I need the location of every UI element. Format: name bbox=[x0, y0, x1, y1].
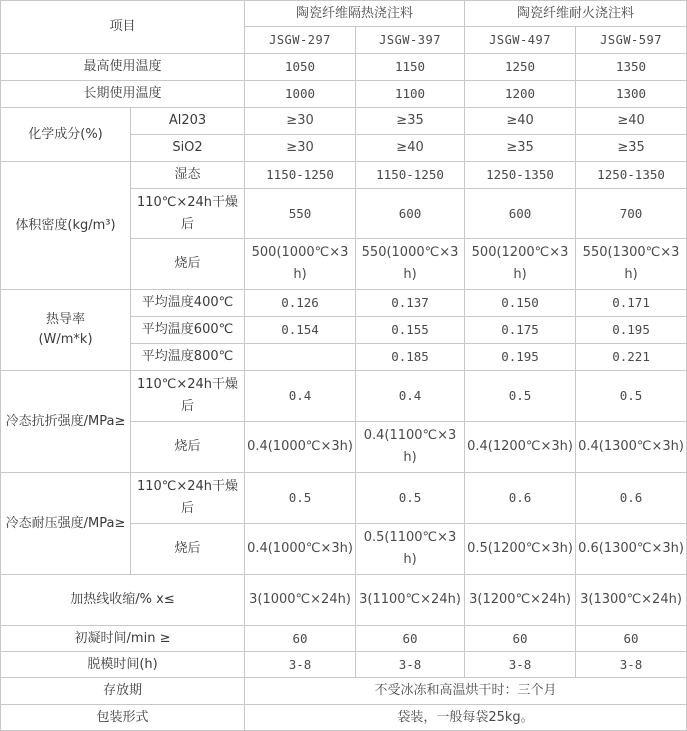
cell-value: 500(1000℃×3h) bbox=[245, 239, 356, 290]
row-initial-set bbox=[1, 626, 687, 652]
cell-value: 0.195 bbox=[465, 344, 576, 371]
cell-value: ≥30 bbox=[245, 108, 356, 135]
thermal-label: 热导率 bbox=[45, 312, 85, 327]
cell-value: 0.5 bbox=[576, 371, 687, 422]
cell-value: 0.4 bbox=[356, 371, 465, 422]
cell-value: 0.126 bbox=[245, 290, 356, 317]
cell-value: 0.4 bbox=[245, 371, 356, 422]
cell-value: 1150 bbox=[356, 54, 465, 81]
cell-value: 1250-1350 bbox=[465, 162, 576, 189]
cell-value: ≥30 bbox=[245, 135, 356, 162]
sub-label: 110℃×24h干燥后 bbox=[131, 473, 245, 524]
cell-value: 600 bbox=[356, 189, 465, 239]
cell-value: 1250-1350 bbox=[576, 162, 687, 189]
row-label: 最高使用温度 bbox=[1, 54, 245, 81]
cell-value: 1200 bbox=[465, 81, 576, 108]
cell-value: ≥40 bbox=[576, 108, 687, 135]
cell-value: 0.4(1200℃×3h) bbox=[465, 422, 576, 473]
row-group-label: 化学成分(%) bbox=[1, 108, 131, 162]
header-group-refractory: 陶瓷纤维耐火浇注料 bbox=[465, 1, 687, 27]
row-long-temp bbox=[1, 81, 687, 108]
cell-value: 0.5 bbox=[245, 473, 356, 524]
cell-value: 1300 bbox=[576, 81, 687, 108]
cell-value: 0.155 bbox=[356, 317, 465, 344]
cell-value-merged: 袋装，一般每袋25kg。 bbox=[245, 705, 687, 731]
cell-value: 0.4(1000℃×3h) bbox=[245, 422, 356, 473]
cell-value: 1250 bbox=[465, 54, 576, 81]
cell-value: ≥40 bbox=[465, 108, 576, 135]
cell-value: 3-8 bbox=[465, 652, 576, 678]
cell-value: 0.175 bbox=[465, 317, 576, 344]
cell-value: 550 bbox=[245, 189, 356, 239]
cell-value: 60 bbox=[245, 626, 356, 652]
row-label: 长期使用温度 bbox=[1, 81, 245, 108]
sub-label: SiO2 bbox=[131, 135, 245, 162]
row-density-wet bbox=[1, 162, 687, 189]
row-storage bbox=[1, 678, 687, 705]
cell-value: 0.4(1100℃×3h) bbox=[356, 422, 465, 473]
cell-value: 0.4(1300℃×3h) bbox=[576, 422, 687, 473]
row-group-label bbox=[1, 290, 131, 371]
row-demold bbox=[1, 652, 687, 678]
product-code: JSGW-297 bbox=[245, 27, 356, 54]
cell-value-merged: 不受冰冻和高温烘干时：三个月 bbox=[245, 678, 687, 705]
sub-label: 烧后 bbox=[131, 239, 245, 290]
cell-value: 3(1100℃×24h) bbox=[356, 575, 465, 626]
cell-value: 1100 bbox=[356, 81, 465, 108]
cell-value bbox=[245, 344, 356, 371]
cell-value: 60 bbox=[356, 626, 465, 652]
row-group-label: 体积密度(kg/m³) bbox=[1, 162, 131, 290]
row-shrinkage bbox=[1, 575, 687, 626]
cell-value: ≥35 bbox=[576, 135, 687, 162]
cell-value: 1150-1250 bbox=[245, 162, 356, 189]
cell-value: 0.5(1100℃×3h) bbox=[356, 524, 465, 575]
cell-value: 0.221 bbox=[576, 344, 687, 371]
row-group-label: 冷态耐压强度/MPa≥ bbox=[1, 473, 131, 575]
cell-value: 3(1300℃×24h) bbox=[576, 575, 687, 626]
row-label: 初凝时间/min ≥ bbox=[1, 626, 245, 652]
cell-value: 1150-1250 bbox=[356, 162, 465, 189]
sub-label: 烧后 bbox=[131, 422, 245, 473]
cell-value: 0.5 bbox=[356, 473, 465, 524]
row-comp-dried bbox=[1, 473, 687, 524]
row-label: 包装形式 bbox=[1, 705, 245, 731]
cell-value: 0.5(1200℃×3h) bbox=[465, 524, 576, 575]
product-code: JSGW-597 bbox=[576, 27, 687, 54]
cell-value: 1000 bbox=[245, 81, 356, 108]
cell-value: 3(1000℃×24h) bbox=[245, 575, 356, 626]
row-group-label: 冷态抗折强度/MPa≥ bbox=[1, 371, 131, 473]
cell-value: 0.6 bbox=[576, 473, 687, 524]
cell-value: 3-8 bbox=[576, 652, 687, 678]
header-group-insulating: 陶瓷纤维隔热浇注料 bbox=[245, 1, 465, 27]
cell-value: 550(1300℃×3h) bbox=[576, 239, 687, 290]
row-thermal-400 bbox=[1, 290, 687, 317]
cell-value: 0.4(1000℃×3h) bbox=[245, 524, 356, 575]
header-item-cell: 项目 bbox=[1, 1, 245, 54]
cell-value: 500(1200℃×3h) bbox=[465, 239, 576, 290]
cell-value: 1350 bbox=[576, 54, 687, 81]
cell-value: 1050 bbox=[245, 54, 356, 81]
cell-value: 0.137 bbox=[356, 290, 465, 317]
cell-value: 550(1000℃×3h) bbox=[356, 239, 465, 290]
sub-label: Al203 bbox=[131, 108, 245, 135]
row-max-temp bbox=[1, 54, 687, 81]
row-al2o3 bbox=[1, 108, 687, 135]
product-code: JSGW-397 bbox=[356, 27, 465, 54]
cell-value: ≥35 bbox=[356, 108, 465, 135]
cell-value: 3-8 bbox=[356, 652, 465, 678]
cell-value: 60 bbox=[576, 626, 687, 652]
cell-value: 0.195 bbox=[576, 317, 687, 344]
cell-value: 3-8 bbox=[245, 652, 356, 678]
sub-label: 平均温度400℃ bbox=[131, 290, 245, 317]
cell-value: 0.154 bbox=[245, 317, 356, 344]
sub-label: 烧后 bbox=[131, 524, 245, 575]
cell-value: 700 bbox=[576, 189, 687, 239]
sub-label: 110℃×24h干燥后 bbox=[131, 371, 245, 422]
sub-label: 湿态 bbox=[131, 162, 245, 189]
cell-value: 0.185 bbox=[356, 344, 465, 371]
cell-value: 0.6(1300℃×3h) bbox=[576, 524, 687, 575]
cell-value: ≥35 bbox=[465, 135, 576, 162]
row-label: 存放期 bbox=[1, 678, 245, 705]
cell-value: 0.171 bbox=[576, 290, 687, 317]
cell-value: 0.5 bbox=[465, 371, 576, 422]
sub-label: 110℃×24h干燥后 bbox=[131, 189, 245, 239]
product-code: JSGW-497 bbox=[465, 27, 576, 54]
cell-value: 0.6 bbox=[465, 473, 576, 524]
cell-value: 60 bbox=[465, 626, 576, 652]
thermal-unit: (W/m*k) bbox=[38, 332, 93, 347]
cell-value: 0.150 bbox=[465, 290, 576, 317]
row-label: 加热线收缩/% x≤ bbox=[1, 575, 245, 626]
row-packing bbox=[1, 705, 687, 731]
row-label: 脱模时间(h) bbox=[1, 652, 245, 678]
cell-value: ≥40 bbox=[356, 135, 465, 162]
row-flex-dried bbox=[1, 371, 687, 422]
sub-label: 平均温度600℃ bbox=[131, 317, 245, 344]
cell-value: 600 bbox=[465, 189, 576, 239]
sub-label: 平均温度800℃ bbox=[131, 344, 245, 371]
cell-value: 3(1200℃×24h) bbox=[465, 575, 576, 626]
